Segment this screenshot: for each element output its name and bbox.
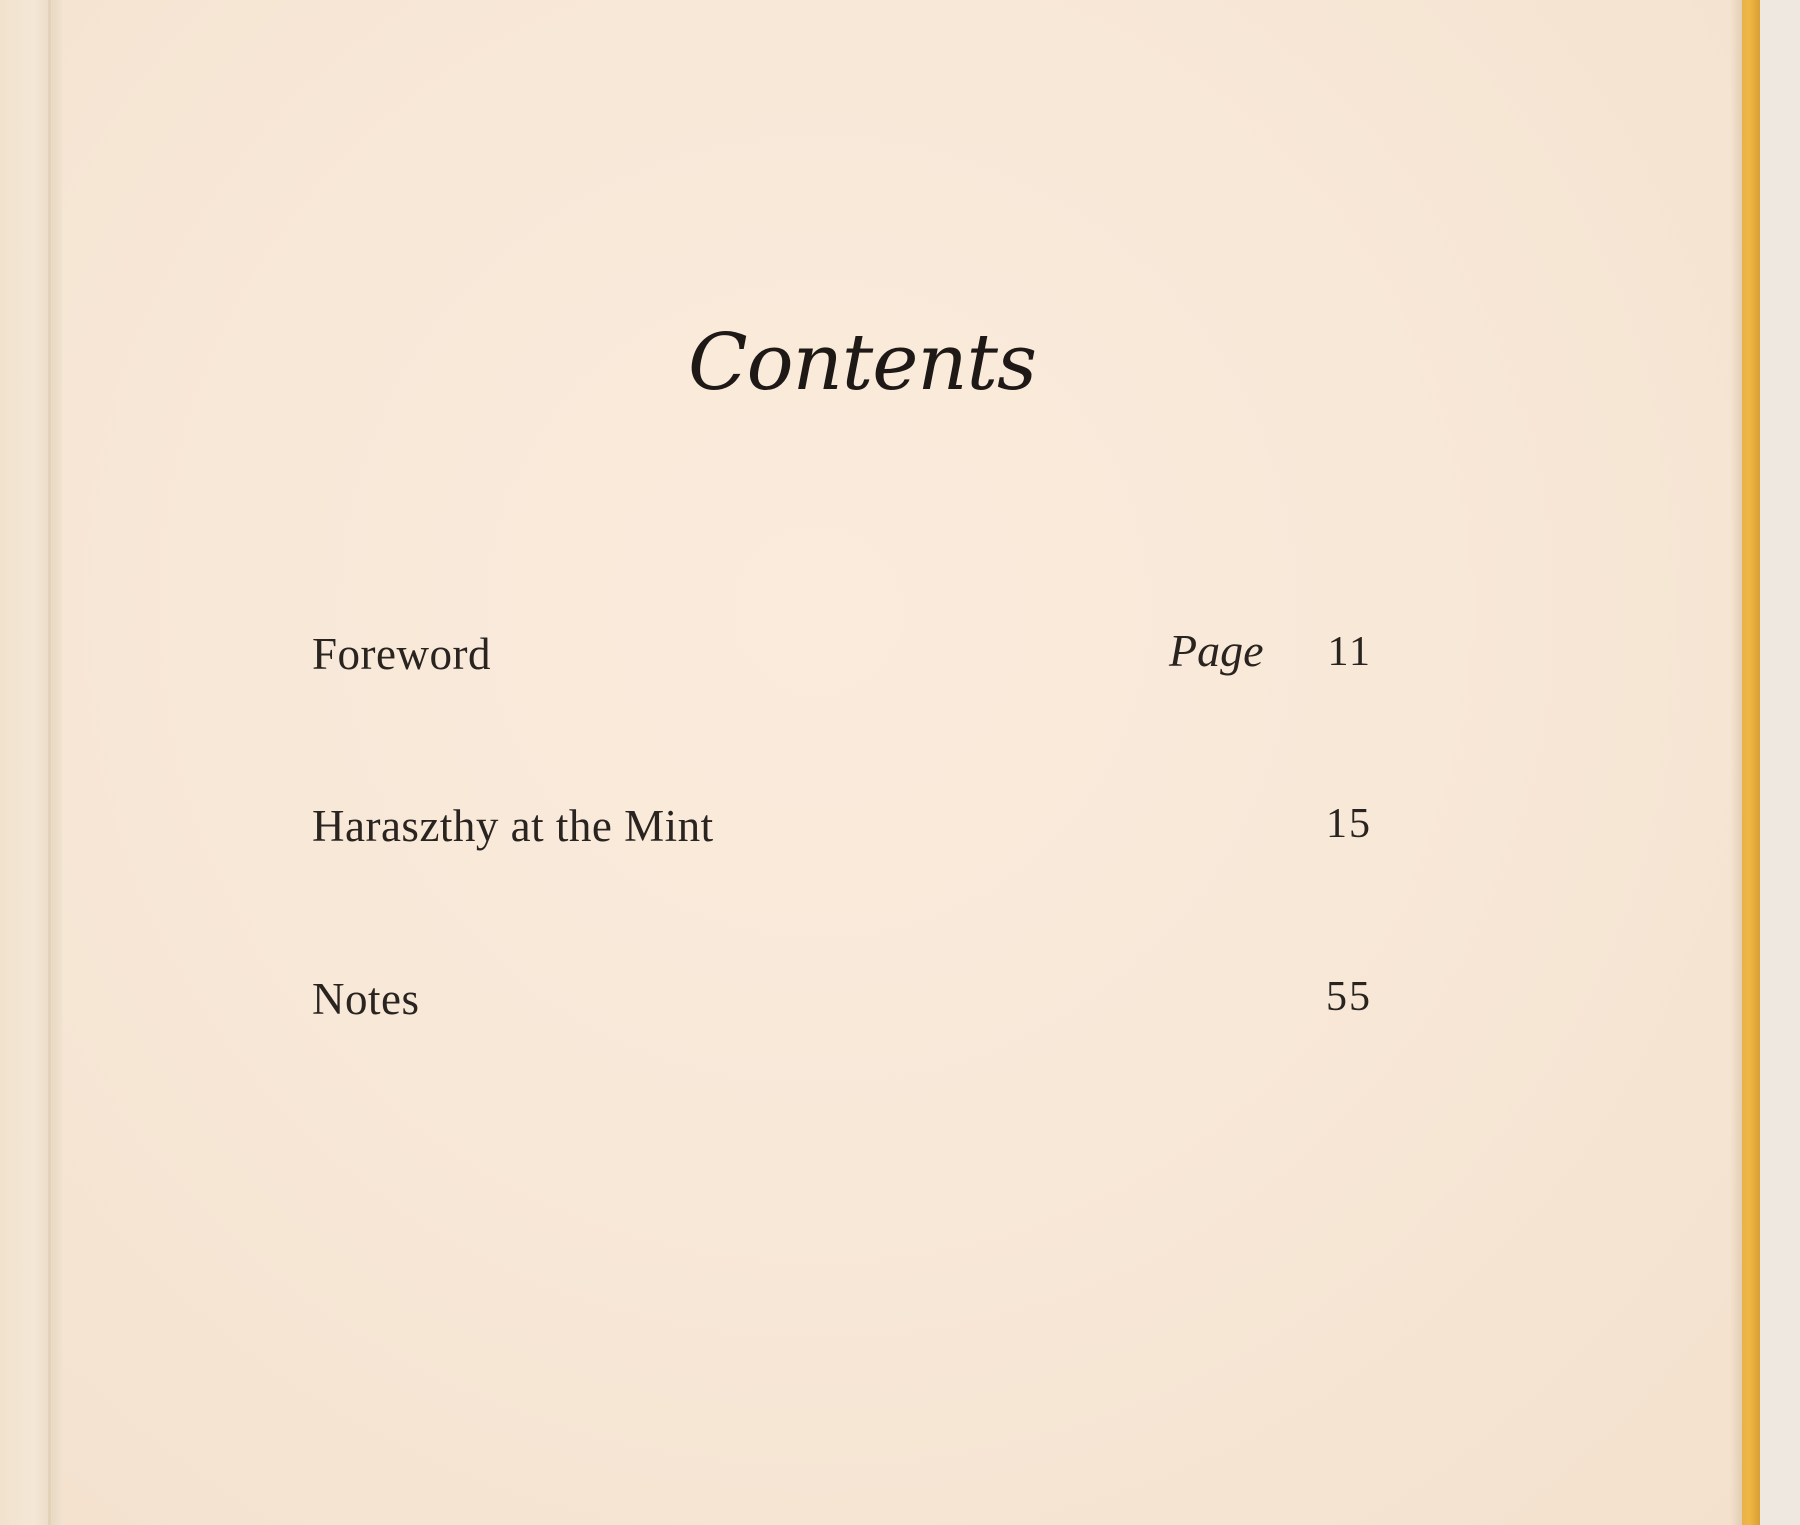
toc-entry-page-number: 11 [1327,629,1372,675]
toc-entry-page-number: 55 [1326,974,1372,1020]
contents-page [62,0,1742,1525]
binding-gutter [48,0,51,1525]
toc-entry [312,625,1372,698]
page-title: Contents [688,318,1036,408]
table-surface [1760,0,1800,1525]
toc-entry [312,800,1372,870]
toc-entry-title: Notes [312,974,420,1024]
toc-entry-title: Haraszthy at the Mint [312,801,714,851]
page-label: Page [1169,625,1264,676]
facing-page-edge [0,0,62,1525]
book-cover-edge [1742,0,1760,1525]
toc-entry-title: Foreword [312,629,491,679]
toc-entry [312,973,1372,1043]
toc-entry-page-number: 15 [1326,801,1372,847]
